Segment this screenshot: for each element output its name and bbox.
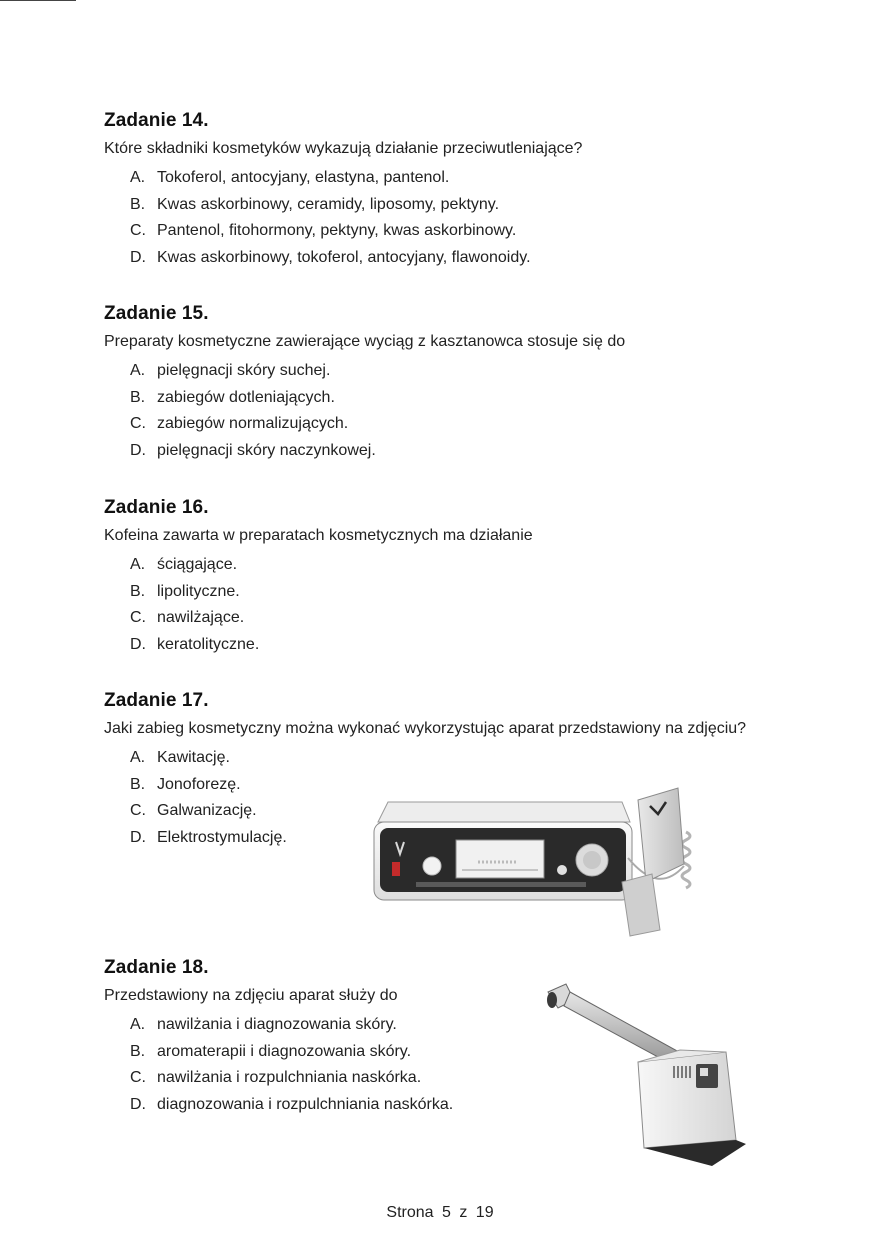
task-15: [104, 303, 625, 464]
answer-option-b[interactable]: B. Kwas askorbinowy, ceramidy, liposomy, pektyny.: [130, 195, 500, 213]
task-question: Preparaty kosmetyczne zawierające wyciąg z kasztanowca stosuje się do: [104, 333, 626, 350]
answer-option-b[interactable]: B. zabiegów dotleniających.: [130, 388, 335, 406]
task-title: Zadanie 16.: [104, 497, 209, 518]
answer-options: [130, 552, 533, 658]
answer-option-d[interactable]: D. Kwas askorbinowy, tokoferol, antocyjany, flawonoidy.: [130, 248, 531, 266]
answer-option-d[interactable]: D. Elektrostymulację.: [130, 828, 287, 846]
answer-option-c[interactable]: C. zabiegów normalizujących.: [130, 415, 349, 432]
task-16: [104, 497, 533, 658]
answer-option-b[interactable]: B. lipolityczne.: [130, 582, 240, 600]
task-question: Przedstawiony na zdjęciu aparat służy do: [104, 987, 398, 1004]
answer-option-d[interactable]: D. diagnozowania i rozpulchniania naskórka.: [130, 1095, 454, 1113]
answer-option-c[interactable]: C. Galwanizację.: [130, 802, 257, 819]
answer-option-a[interactable]: A. nawilżania i diagnozowania skóry.: [130, 1016, 397, 1033]
task-title: Zadanie 15.: [104, 303, 209, 324]
answer-option-a[interactable]: A. pielęgnacji skóry suchej.: [130, 362, 331, 379]
answer-option-b[interactable]: B. aromaterapii i diagnozowania skóry.: [130, 1042, 412, 1060]
answer-option-d[interactable]: D. keratolityczne.: [130, 635, 260, 653]
task-14: [104, 110, 582, 271]
answer-option-a[interactable]: A. ściągające.: [130, 556, 238, 573]
answer-option-c[interactable]: C. nawilżania i rozpulchniania naskórka.: [130, 1069, 422, 1086]
task-title: Zadanie 18.: [104, 957, 209, 978]
answer-option-d[interactable]: D. pielęgnacji skóry naczynkowej.: [130, 441, 376, 459]
answer-option-c[interactable]: C. nawilżające.: [130, 609, 245, 626]
page-footer: [0, 1204, 876, 1222]
task-question: Kofeina zawarta w preparatach kosmetycznych ma działanie: [104, 527, 533, 544]
task-18: [104, 957, 453, 1118]
page-number: 5: [441, 1204, 451, 1221]
answer-option-c[interactable]: C. Pantenol, fitohormony, pektyny, kwas askorbinowy.: [130, 222, 517, 239]
page-of: z: [459, 1204, 468, 1221]
galvanic-device-photo: [366, 770, 720, 940]
answer-option-a[interactable]: A. Tokoferol, antocyjany, elastyna, pantenol.: [130, 169, 450, 186]
task-question: Które składniki kosmetyków wykazują działanie przeciwutleniające?: [104, 140, 583, 157]
answer-option-a[interactable]: A. Kawitację.: [130, 749, 230, 766]
answer-options: [130, 358, 625, 464]
header-rule: [0, 0, 76, 1]
task-title: Zadanie 17.: [104, 690, 209, 711]
page-label: Strona: [386, 1204, 434, 1221]
answer-options: [130, 165, 582, 271]
page-total: 19: [475, 1204, 494, 1221]
answer-options: [130, 1012, 453, 1118]
task-title: Zadanie 14.: [104, 110, 209, 131]
facial-steamer-photo: [540, 970, 758, 1170]
answer-option-b[interactable]: B. Jonoforezę.: [130, 775, 241, 793]
task-question: Jaki zabieg kosmetyczny można wykonać wykorzystując aparat przedstawiony na zdjęciu?: [104, 720, 747, 737]
